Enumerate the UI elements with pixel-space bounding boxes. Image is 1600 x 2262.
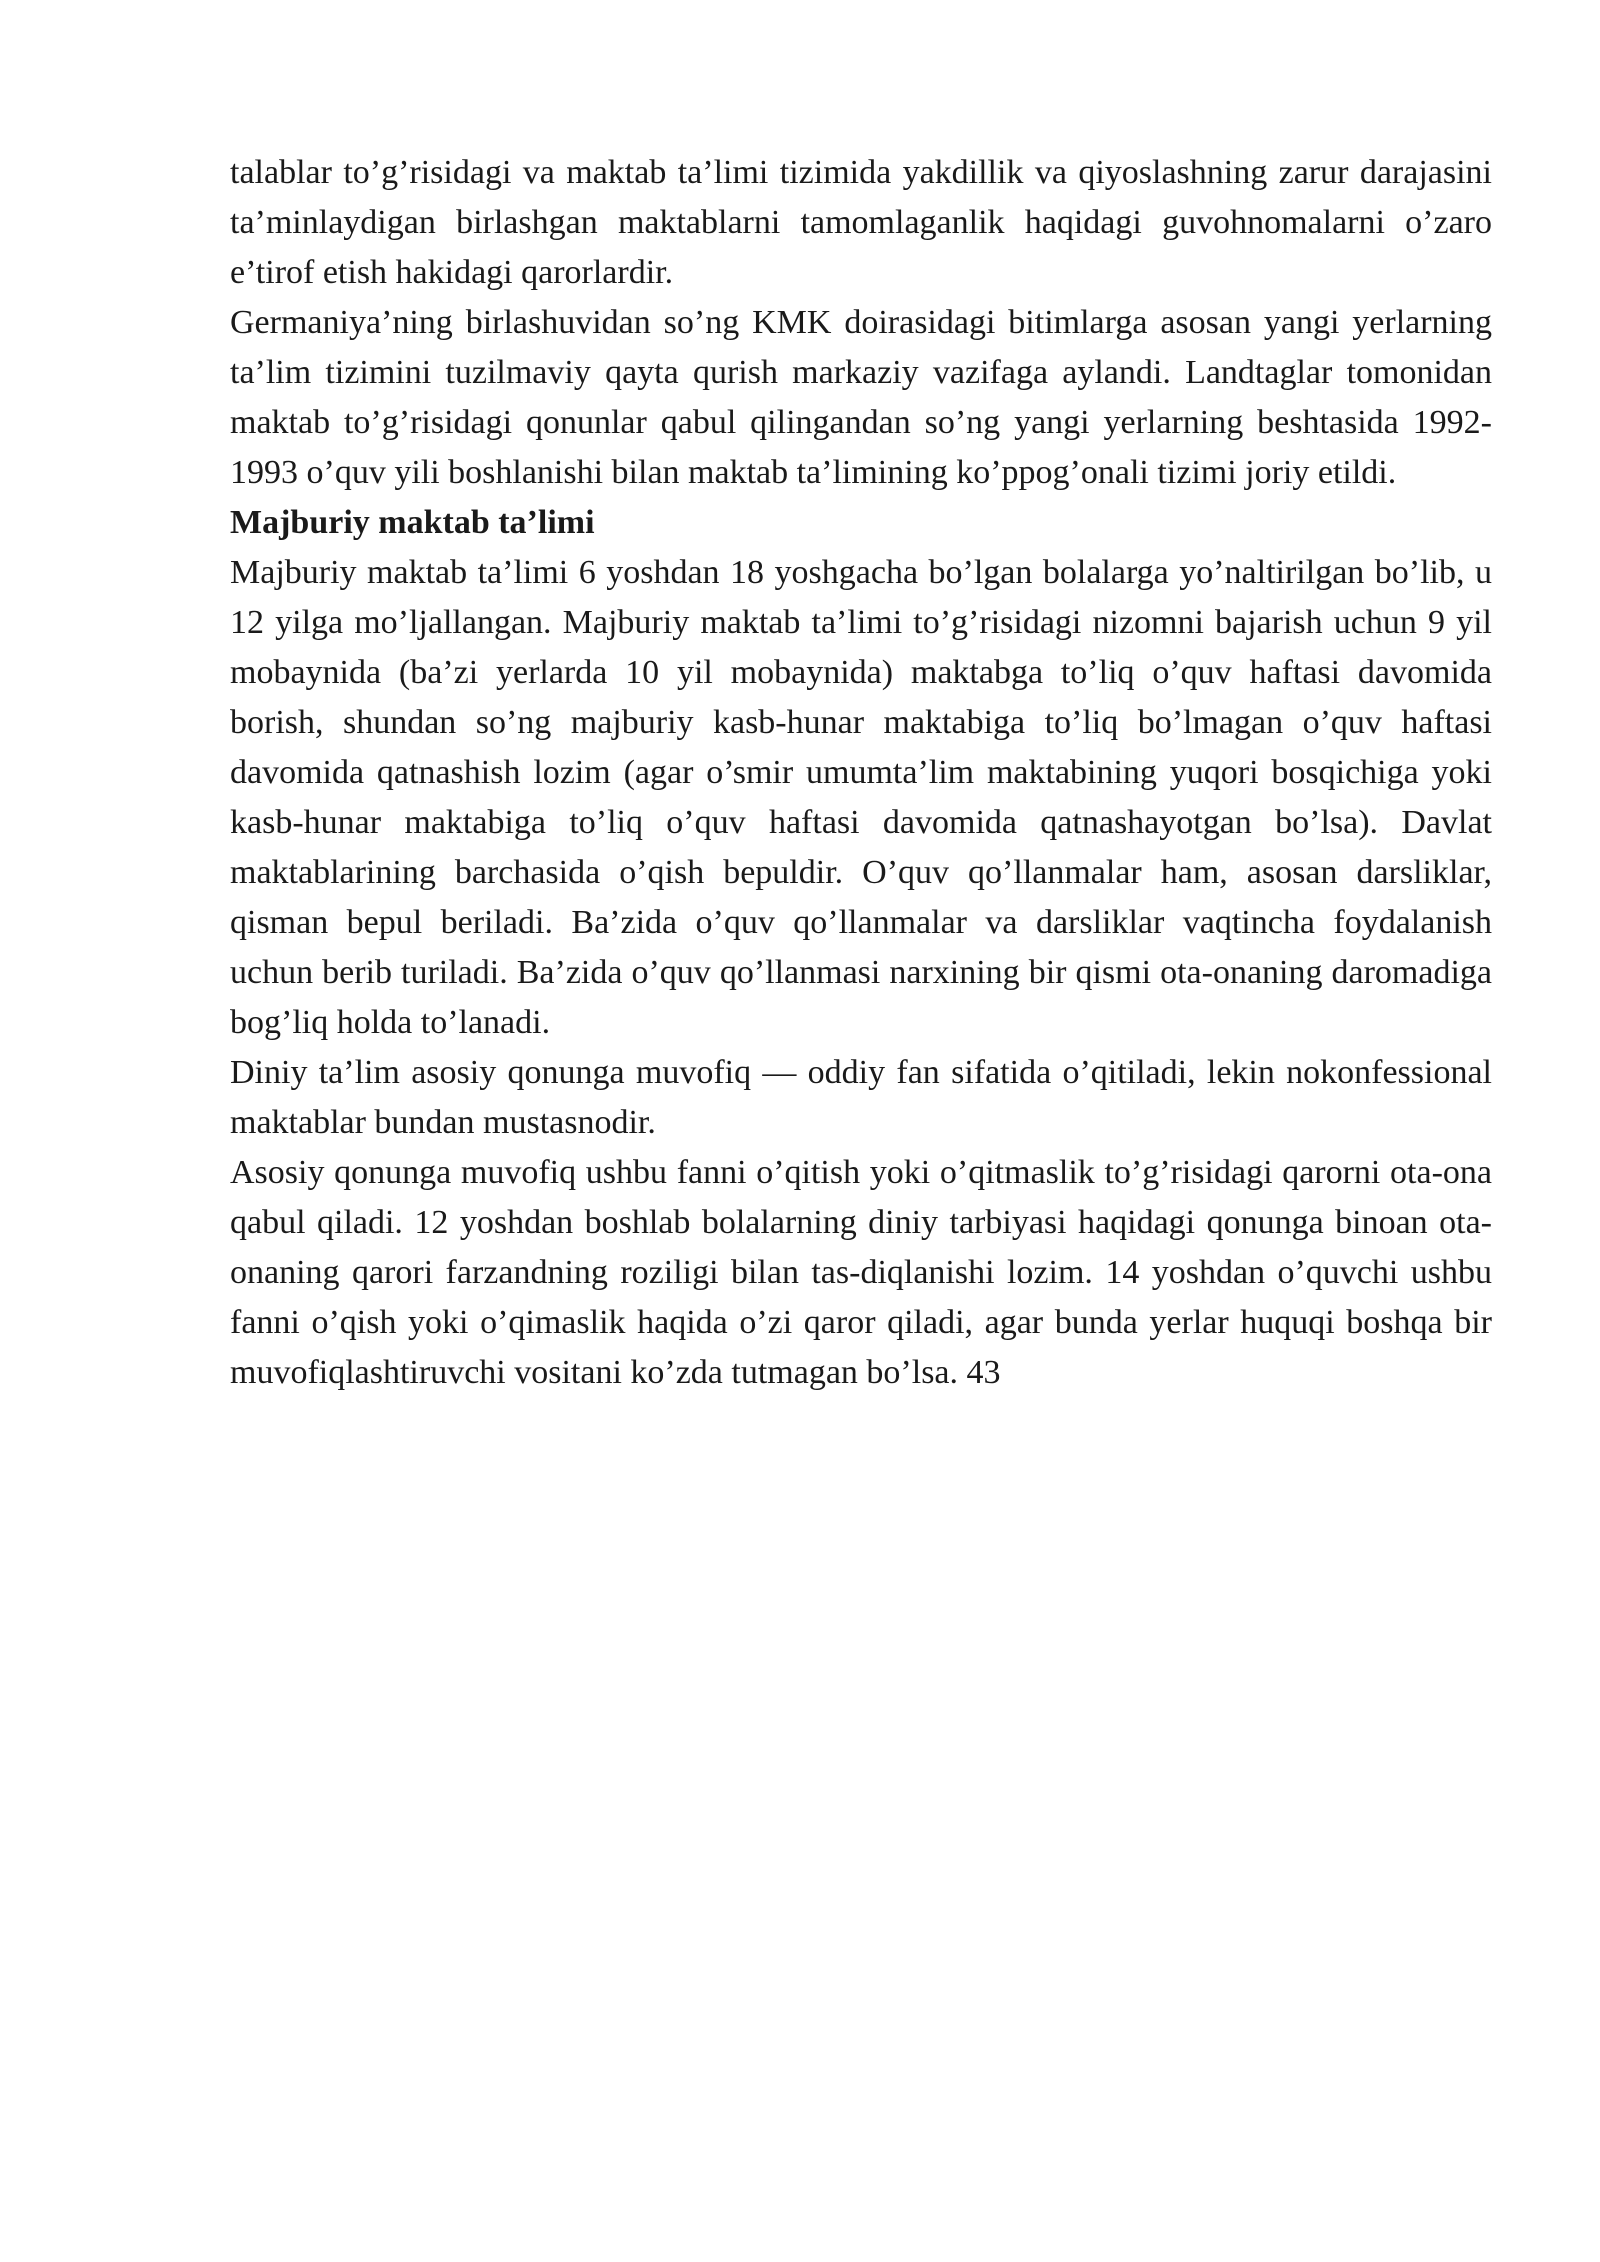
paragraph-2: Germaniya’ning birlashuvidan so’ng KMK doirasidagi bitimlarga asosan yangi yerlarning ta’lim tizimini tuzilmaviy qayta qurish markaziy vazifaga aylandi. Landtaglar tomonidan maktab to’g’risidagi qonunlar qabul qilingandan so’ng yangi yerlarning beshtasida 1992-1993 o’quv yili boshlanishi bilan maktab ta’limining ko’ppog’onali tizimi joriy etildi. [230,304,1492,491]
paragraph-5: Asosiy qonunga muvofiq ushbu fanni o’qitish yoki o’qitmaslik to’g’risidagi qarorni ota-ona qabul qiladi. 12 yoshdan boshlab bolalarning diniy tarbiyasi haqidagi qonunga binoan ota-onaning qarori farzandning roziligi bilan tas-diqlanishi lozim. 14 yoshdan o’quvchi ushbu fanni o’qish yoki o’qimaslik haqida o’zi qaror qiladi, agar bunda yerlar huquqi boshqa bir muvofiqlashtiruvchi vositani ko’zda tutmagan bo’lsa. 43 [230,1154,1492,1391]
document-page [230,148,1492,1398]
section-heading: Majburiy maktab ta’limi [230,504,595,541]
paragraph-1: talablar to’g’risidagi va maktab ta’limi tizimida yakdillik va qiyoslashning zarur darajasini ta’minlaydigan birlashgan maktablarni tamomlaganlik haqidagi guvohnomalarni o’zaro e’tirof etish hakidagi qarorlardir. [230,154,1492,291]
paragraph-4: Diniy ta’lim asosiy qonunga muvofiq — oddiy fan sifatida o’qitiladi, lekin nokonfessional maktablar bundan mustasnodir. [230,1054,1492,1141]
paragraph-3: Majburiy maktab ta’limi 6 yoshdan 18 yoshgacha bo’lgan bolalarga yo’naltirilgan bo’lib, u 12 yilga mo’ljallangan. Majburiy maktab ta’limi to’g’risidagi nizomni bajarish uchun 9 yil mobaynida (ba’zi yerlarda 10 yil mobaynida) maktabga to’liq o’quv haftasi davomida borish, shundan so’ng majburiy kasb-hunar maktabiga to’liq bo’lmagan o’quv haftasi davomida qatnashish lozim (agar o’smir umumta’lim maktabining yuqori bosqichiga yoki kasb-hunar maktabiga to’liq o’quv haftasi davomida qatnashayotgan bo’lsa). Davlat maktablarining barchasida o’qish bepuldir. O’quv qo’llanmalar ham, asosan darsliklar, qisman bepul beriladi. Ba’zida o’quv qo’llanmalar va darsliklar vaqtincha foydalanish uchun berib turiladi. Ba’zida o’quv qo’llanmasi narxining bir qismi ota-onaning daromadiga bog’liq holda to’lanadi. [230,554,1492,1041]
